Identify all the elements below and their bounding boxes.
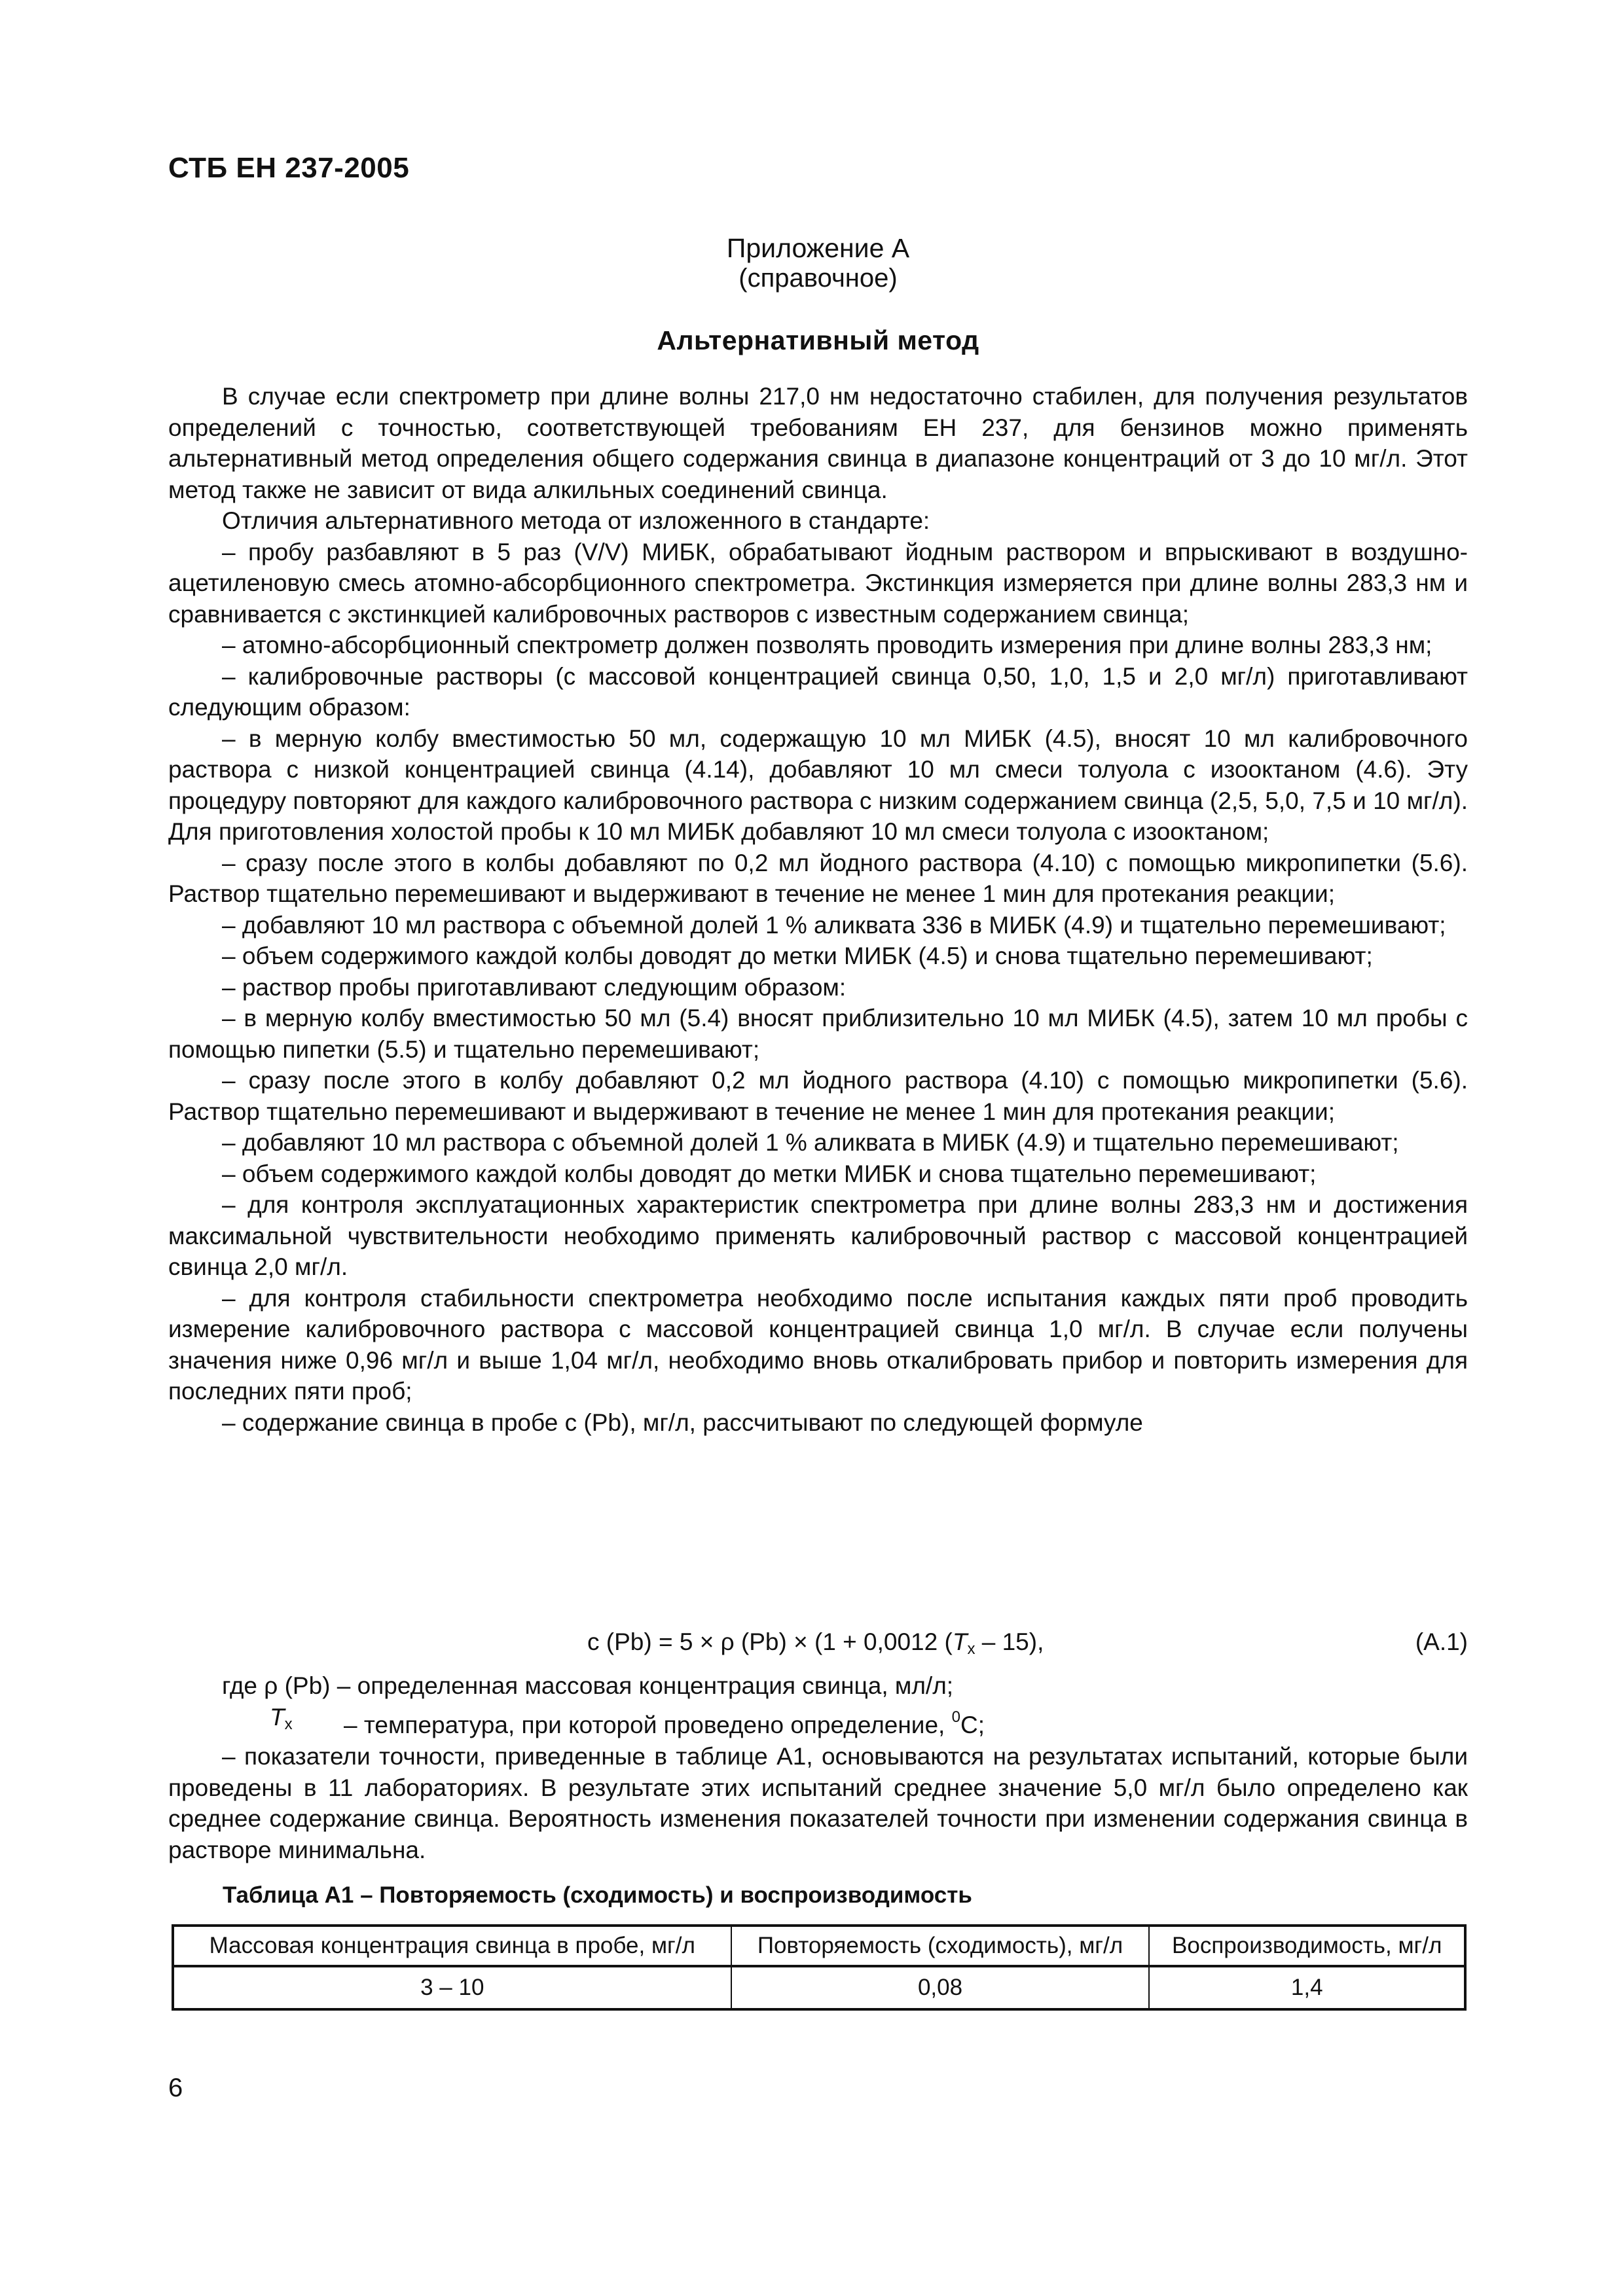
- table-header-cell: Воспроизводимость, мг/л: [1149, 1926, 1465, 1966]
- table-header-cell: Повторяемость (сходимость), мг/л: [731, 1926, 1150, 1966]
- main-text: [168, 381, 1468, 1438]
- formula-expression: c (Pb) = 5 × ρ (Pb) × (1 + 0,0012 $(T_x - 15)$,: [587, 1628, 1044, 1658]
- precision-table: [172, 1924, 1467, 2011]
- standard-code: СТБ ЕН 237-2005: [168, 152, 410, 184]
- annex-heading: Альтернативный метод: [657, 325, 979, 355]
- paragraph: В случае если спектрометр при длине волны 217,0 нм недостаточно стабилен, для получения результатов определений с точностью, соответствующей требованиям ЕН 237, для бензинов можно применять альтернативный метод определения общего содержания свинца в диапазоне концентраций от 3 до 10 мг/л. Этот метод также не зависит от вида алкильных соединений свинца.: [168, 383, 1468, 503]
- paragraph: – атомно-абсорбционный спектрометр должен позволять проводить измерения при длине волны 283,3 нм;: [222, 632, 1432, 658]
- paragraph: – пробу разбавляют в 5 раз (V/V) МИБК, обрабатывают йодным раствором и впрыскивают в воздушно-ацетиленовую смесь атомно-абсорбционного спектрометра. Экстинкция измеряется при длине волны 283,3 нм и сравнивается с экстинкцией калибровочных растворов с известным содержанием свинца;: [168, 538, 1468, 628]
- paragraph: – показатели точности, приведенные в таблице А1, основываются на результатах испытаний, которые были проведены в 11 лабораториях. В результате этих испытаний среднее значение 5,0 мг/л было определено как среднее содержание свинца. Вероятность изменения показателей точности при изменении содержания свинца в растворе минимальна.: [168, 1743, 1468, 1863]
- legend-line-rho: где ρ (Pb) – определенная массовая концентрация свинца, мл/л;: [222, 1672, 954, 1699]
- closing-text: [168, 1741, 1468, 1865]
- annex-title: Приложение А: [726, 233, 910, 263]
- table-cell: 1,4: [1149, 1966, 1465, 2009]
- paragraph: – калибровочные растворы (с массовой концентрацией свинца 0,50, 1,0, 1,5 и 2,0 мг/л) приготавливают следующим образом:: [168, 662, 1468, 721]
- formula-legend: [168, 1670, 1468, 1738]
- paragraph: – добавляют 10 мл раствора с объемной долей 1 % аликвата 336 в МИБК (4.9) и тщательно перемешивают;: [222, 911, 1446, 939]
- table-row: [173, 1966, 1465, 2009]
- paragraph: – для контроля стабильности спектрометра необходимо после испытания каждых пяти проб проводить измерение калибровочного раствора с массовой концентрацией свинца 1,0 мг/л. В случае если получены значения ниже 0,96 мг/л и выше 1,04 мг/л, необходимо вновь откалибровать прибор и повторить измерения для последних пяти проб;: [168, 1284, 1468, 1405]
- paragraph: – сразу после этого в колбу добавляют 0,2 мл йодного раствора (4.10) с помощью микропипетки (5.6). Раствор тщательно перемешивают и выдерживают в течение не менее 1 мин для протекания реакции;: [168, 1067, 1468, 1125]
- paragraph: – сразу после этого в колбы добавляют по 0,2 мл йодного раствора (4.10) с помощью микропипетки (5.6). Раствор тщательно перемешивают и выдерживают в течение не менее 1 мин для протекания реакции;: [168, 849, 1468, 907]
- paragraph: – раствор пробы приготавливают следующим образом:: [222, 973, 847, 1001]
- table-cell: 0,08: [731, 1966, 1150, 2009]
- formula-number: (A.1): [1415, 1628, 1468, 1655]
- paragraph: Отличия альтернативного метода от изложенного в стандарте:: [222, 507, 930, 534]
- paragraph: – объем содержимого каждой колбы доводят до метки МИБК и снова тщательно перемешивают;: [222, 1160, 1317, 1187]
- legend-line-temperature: $T_x$ – температура, при которой проведено определение, $^0$С;: [270, 1703, 985, 1738]
- table-header-row: [173, 1926, 1465, 1966]
- annex-subtitle: (справочное): [739, 264, 898, 293]
- table-cell: 3 – 10: [173, 1966, 731, 2009]
- formula-a1: [168, 1626, 1468, 1659]
- page-number: 6: [168, 2073, 183, 2102]
- paragraph: – содержание свинца в пробе с (Pb), мг/л, рассчитывают по следующей формуле: [222, 1408, 1143, 1436]
- paragraph: – объем содержимого каждой колбы доводят до метки МИБК (4.5) и снова тщательно перемешивают;: [222, 942, 1373, 969]
- paragraph: – добавляют 10 мл раствора с объемной долей 1 % аликвата в МИБК (4.9) и тщательно перемешивают;: [222, 1129, 1399, 1156]
- table-caption: Таблица А1 – Повторяемость (сходимость) и воспроизводимость: [223, 1882, 972, 1908]
- paragraph: – для контроля эксплуатационных характеристик спектрометра при длине волны 283,3 нм и достижения максимальной чувствительности необходимо применять калибровочный раствор с массовой концентрацией свинца 2,0 мг/л.: [168, 1191, 1468, 1280]
- table-header-cell: Массовая концентрация свинца в пробе, мг/л: [173, 1926, 731, 1966]
- paragraph: – в мерную колбу вместимостью 50 мл (5.4) вносят приблизительно 10 мл МИБК (4.5), затем 10 мл пробы с помощью пипетки (5.5) и тщательно перемешивают;: [168, 1005, 1468, 1063]
- paragraph: – в мерную колбу вместимостью 50 мл, содержащую 10 мл МИБК (4.5), вносят 10 мл калибровочного раствора с низкой концентрацией свинца (4.14), добавляют 10 мл смеси толуола с изооктаном (4.6). Эту процедуру повторяют для каждого калибровочного раствора с низким содержанием свинца (2,5, 5,0, 7,5 и 10 мг/л). Для приготовления холостой пробы к 10 мл МИБК добавляют 10 мл смеси толуола с изооктаном;: [168, 725, 1468, 845]
